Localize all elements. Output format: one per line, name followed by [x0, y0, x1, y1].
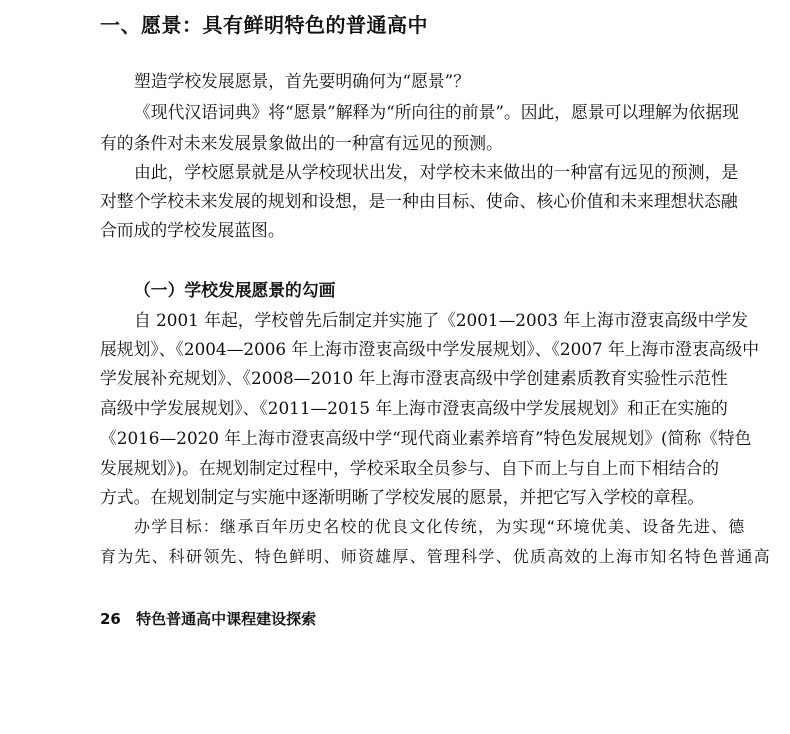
paragraph-line: 自 2001 年起，学校曾先后制定并实施了《2001—2003 年上海市澄衷高级中学发	[134, 310, 749, 330]
section-heading: 一、愿景：具有鲜明特色的普通高中	[100, 13, 428, 37]
book-title: 特色普通高中课程建设探索	[136, 610, 317, 628]
paragraph-line: 《现代汉语词典》将“愿景”解释为“所向往的前景”。因此，愿景可以理解为依据现	[134, 102, 739, 122]
paragraph-line: 发展规划》)。在规划制定过程中，学校采取全员参与、自下而上与自上而下相结合的	[100, 458, 720, 478]
paragraph-line: 学发展补充规划》、《2008—2010 年上海市澄衷高级中学创建素质教育实验性示范性	[100, 368, 728, 388]
paragraph-line: 有的条件对未来发展景象做出的一种富有远见的预测。	[100, 133, 503, 153]
paragraph-line: 由此，学校愿景就是从学校现状出发，对学校未来做出的一种富有远见的预测，是	[134, 162, 739, 182]
page-footer	[100, 608, 500, 629]
paragraph-line: 对整个学校未来发展的规划和设想，是一种由目标、使命、核心价值和未来理想状态融	[100, 191, 738, 211]
paragraph-line: 方式。在规划制定与实施中逐渐明晰了学校发展的愿景，并把它写入学校的章程。	[100, 487, 705, 507]
paragraph-line: 《2016—2020 年上海市澄衷高级中学“现代商业素养培育”特色发展规划》(简称《特色	[100, 428, 752, 448]
paragraph-line: 高级中学发展规划》、《2011—2015 年上海市澄衷高级中学发展规划》和正在实施的	[100, 398, 728, 418]
subsection-heading: （一）学校发展愿景的勾画	[134, 280, 336, 300]
page-number: 26	[100, 610, 121, 628]
paragraph-line: 合而成的学校发展蓝图。	[100, 220, 285, 240]
paragraph-line: 展规划》、《2004—2006 年上海市澄衷高级中学发展规划》、《2007 年上海市澄衷高级中	[100, 339, 759, 359]
paragraph-line: 塑造学校发展愿景，首先要明确何为“愿景”？	[134, 71, 471, 91]
goal-line: 办学目标：继承百年历史名校的优良文化传统，为实现“环境优美、设备先进、德	[134, 517, 746, 536]
goal-line: 育为先、科研领先、特色鲜明、师资雄厚、管理科学、优质高效的上海市知名特色普通高	[100, 547, 771, 566]
